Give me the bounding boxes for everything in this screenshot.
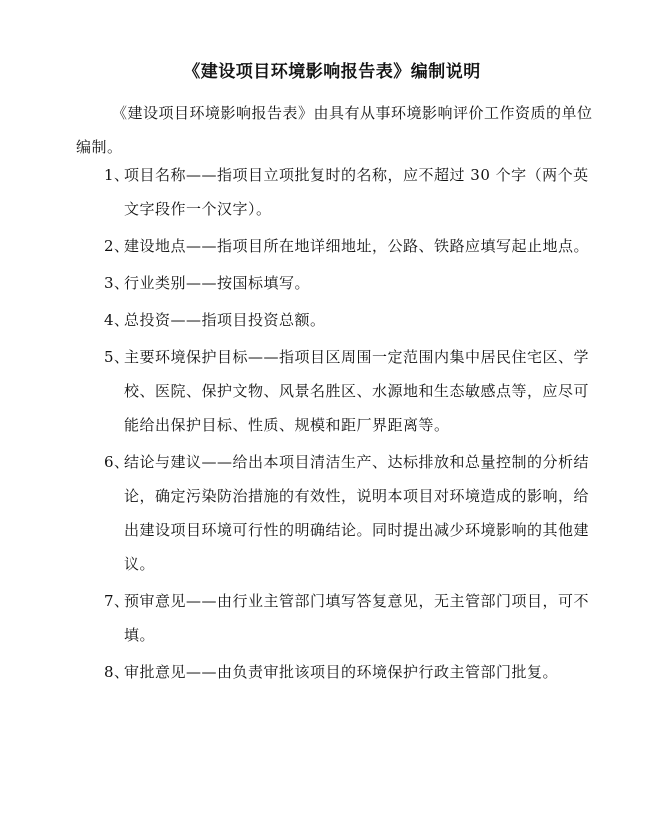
item-number: 6、 xyxy=(104,453,130,471)
list-item-1 xyxy=(104,158,600,226)
item-number: 3、 xyxy=(104,274,130,292)
list-item-7 xyxy=(104,584,600,652)
list-item-2 xyxy=(104,229,600,263)
page-title: 《建设项目环境影响报告表》编制说明 xyxy=(183,62,481,82)
intro-paragraph: 《建设项目环境影响报告表》由具有从事环境影响评价工作资质的单位编制。 xyxy=(76,104,593,156)
list-item-8 xyxy=(104,655,600,689)
instruction-list xyxy=(104,158,600,692)
item-text: 建设地点——指项目所在地详细地址，公路、铁路应填写起止地点。 xyxy=(124,237,590,255)
item-number: 4、 xyxy=(104,311,130,329)
item-number: 1、 xyxy=(104,166,130,184)
item-text: 主要环境保护目标——指项目区周围一定范围内集中居民住宅区、学校、医院、保护文物、风景名胜区、水源地和生态敏感点等，应尽可能给出保护目标、性质、规模和距厂界距离等。 xyxy=(124,348,590,434)
item-number: 7、 xyxy=(104,592,130,610)
list-item-6 xyxy=(104,445,600,581)
item-text: 总投资——指项目投资总额。 xyxy=(124,311,326,329)
list-item-3 xyxy=(104,266,600,300)
item-number: 8、 xyxy=(104,663,130,681)
item-text: 行业类别——按国标填写。 xyxy=(124,274,311,292)
list-item-4 xyxy=(104,303,600,337)
item-text: 结论与建议——给出本项目清洁生产、达标排放和总量控制的分析结论，确定污染防治措施的有效性，说明本项目对环境造成的影响，给出建设项目环境可行性的明确结论。同时提出减少环境影响的其他建议。 xyxy=(124,453,590,573)
list-item-5 xyxy=(104,340,600,442)
item-text: 预审意见——由行业主管部门填写答复意见，无主管部门项目，可不填。 xyxy=(124,592,590,644)
item-number: 2、 xyxy=(104,237,130,255)
item-text: 项目名称——指项目立项批复时的名称，应不超过 30 个字（两个英文字段作一个汉字）。 xyxy=(124,166,589,218)
item-number: 5、 xyxy=(104,348,130,366)
item-text: 审批意见——由负责审批该项目的环境保护行政主管部门批复。 xyxy=(124,663,559,681)
